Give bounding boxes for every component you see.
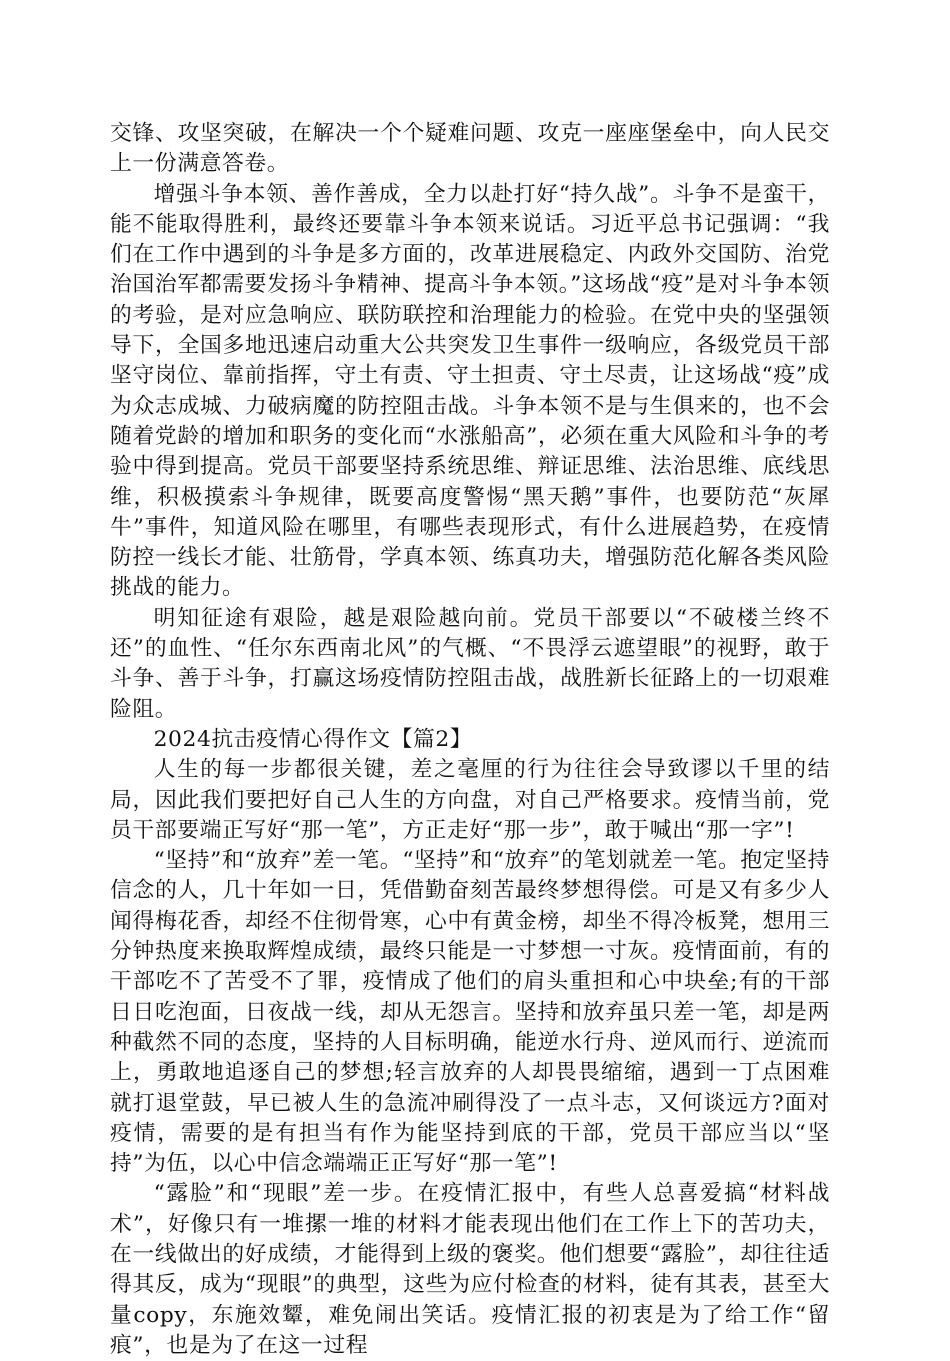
paragraph-show-vs-shame: “露脸”和“现眼”差一步。在疫情汇报中，有些人总喜爱搞“材料战术”，好像只有一堆摞一堆的材料才能表现出他们在工作上下的苦功夫，在一线做出的好成绩，才能得到上级的褒奖。他们想要“露脸”，却往往适得其反，成为“现眼”的典型，这些为应付检查的材料，徒有其表，甚至大量copy，东施效颦，难免闹出笑话。疫情汇报的初衷是为了给工作“留痕”，也是为了在这一过程 xyxy=(110,1181,830,1358)
paragraph-intro: 人生的每一步都很关键，差之毫厘的行为往往会导致谬以千里的结局，因此我们要把好自己人生的方向盘，对自己严格要求。疫情当前，党员干部要端正写好“那一笔”，方正走好“那一步”，敢于喊出“那一字”! xyxy=(110,757,830,843)
section-heading: 2024抗击疫情心得作文【篇2】 xyxy=(153,726,473,752)
document-body xyxy=(110,119,830,1361)
paragraph-persist-vs-quit: “坚持”和“放弃”差一笔。“坚持”和“放弃”的笔划就差一笔。抱定坚持信念的人，几十年如一日，凭借勤奋刻苦最终梦想得偿。可是又有多少人闻得梅花香，却经不住彻骨寒，心中有黄金榜，却坐不得冷板凳，想用三分钟热度来换取辉煌成绩，最终只能是一寸梦想一寸灰。疫情面前，有的干部吃不了苦受不了罪，疫情成了他们的肩头重担和心中块垒;有的干部日日吃泡面，日夜战一线，却从无怨言。坚持和放弃虽只差一笔，却是两种截然不同的态度，坚持的人目标明确，能逆水行舟、逆风而行、逆流而上，勇敢地追逐自己的梦想;轻言放弃的人却畏畏缩缩，遇到一丁点困难就打退堂鼓，早已被人生的急流冲刷得没了一点斗志，又何谈远方?面对疫情，需要的是有担当有作为能坚持到底的干部，党员干部应当以“坚持”为伍，以心中信念端端正正写好“那一笔”! xyxy=(110,848,830,1177)
paragraph-continuation: 交锋、攻坚突破，在解决一个个疑难问题、攻克一座座堡垒中，向人民交上一份满意答卷。 xyxy=(110,121,830,177)
paragraph-struggle-ability: 增强斗争本领、善作善成，全力以赴打好“持久战”。斗争不是蛮干，能不能取得胜利，最终还要靠斗争本领来说话。习近平总书记强调：“我们在工作中遇到的斗争是多方面的，改革进展稳定、内政外交国防、治党治国治军都需要发扬斗争精神、提高斗争本领。”这场战“疫”是对斗争本领的考验，是对应急响应、联防联控和治理能力的检验。在党中央的坚强领导下，全国多地迅速启动重大公共突发卫生事件一级响应，各级党员干部坚守岗位、靠前指挥，守土有责、守土担责、守土尽责，让这场战“疫”成为众志成城、力破病魔的防控阻击战。斗争本领不是与生俱来的，也不会随着党龄的增加和职务的变化而“水涨船高”，必须在重大风险和斗争的考验中得到提高。党员干部要坚持系统思维、辩证思维、法治思维、底线思维，积极摸索斗争规律，既要高度警惕“黑天鹅”事件，也要防范“灰犀牛”事件，知道风险在哪里，有哪些表现形式，有什么进展趋势，在疫情防控一线长才能、壮筋骨，学真本领、练真功夫，增强防范化解各类风险挑战的能力。 xyxy=(110,181,830,601)
paragraph-conclusion: 明知征途有艰险，越是艰险越向前。党员干部要以“不破楼兰终不还”的血性、“任尔东西南北风”的气概、“不畏浮云遮望眼”的视野，敢于斗争、善于斗争，打赢这场疫情防控阻击战，战胜新长征路上的一切艰难险阻。 xyxy=(110,605,830,722)
